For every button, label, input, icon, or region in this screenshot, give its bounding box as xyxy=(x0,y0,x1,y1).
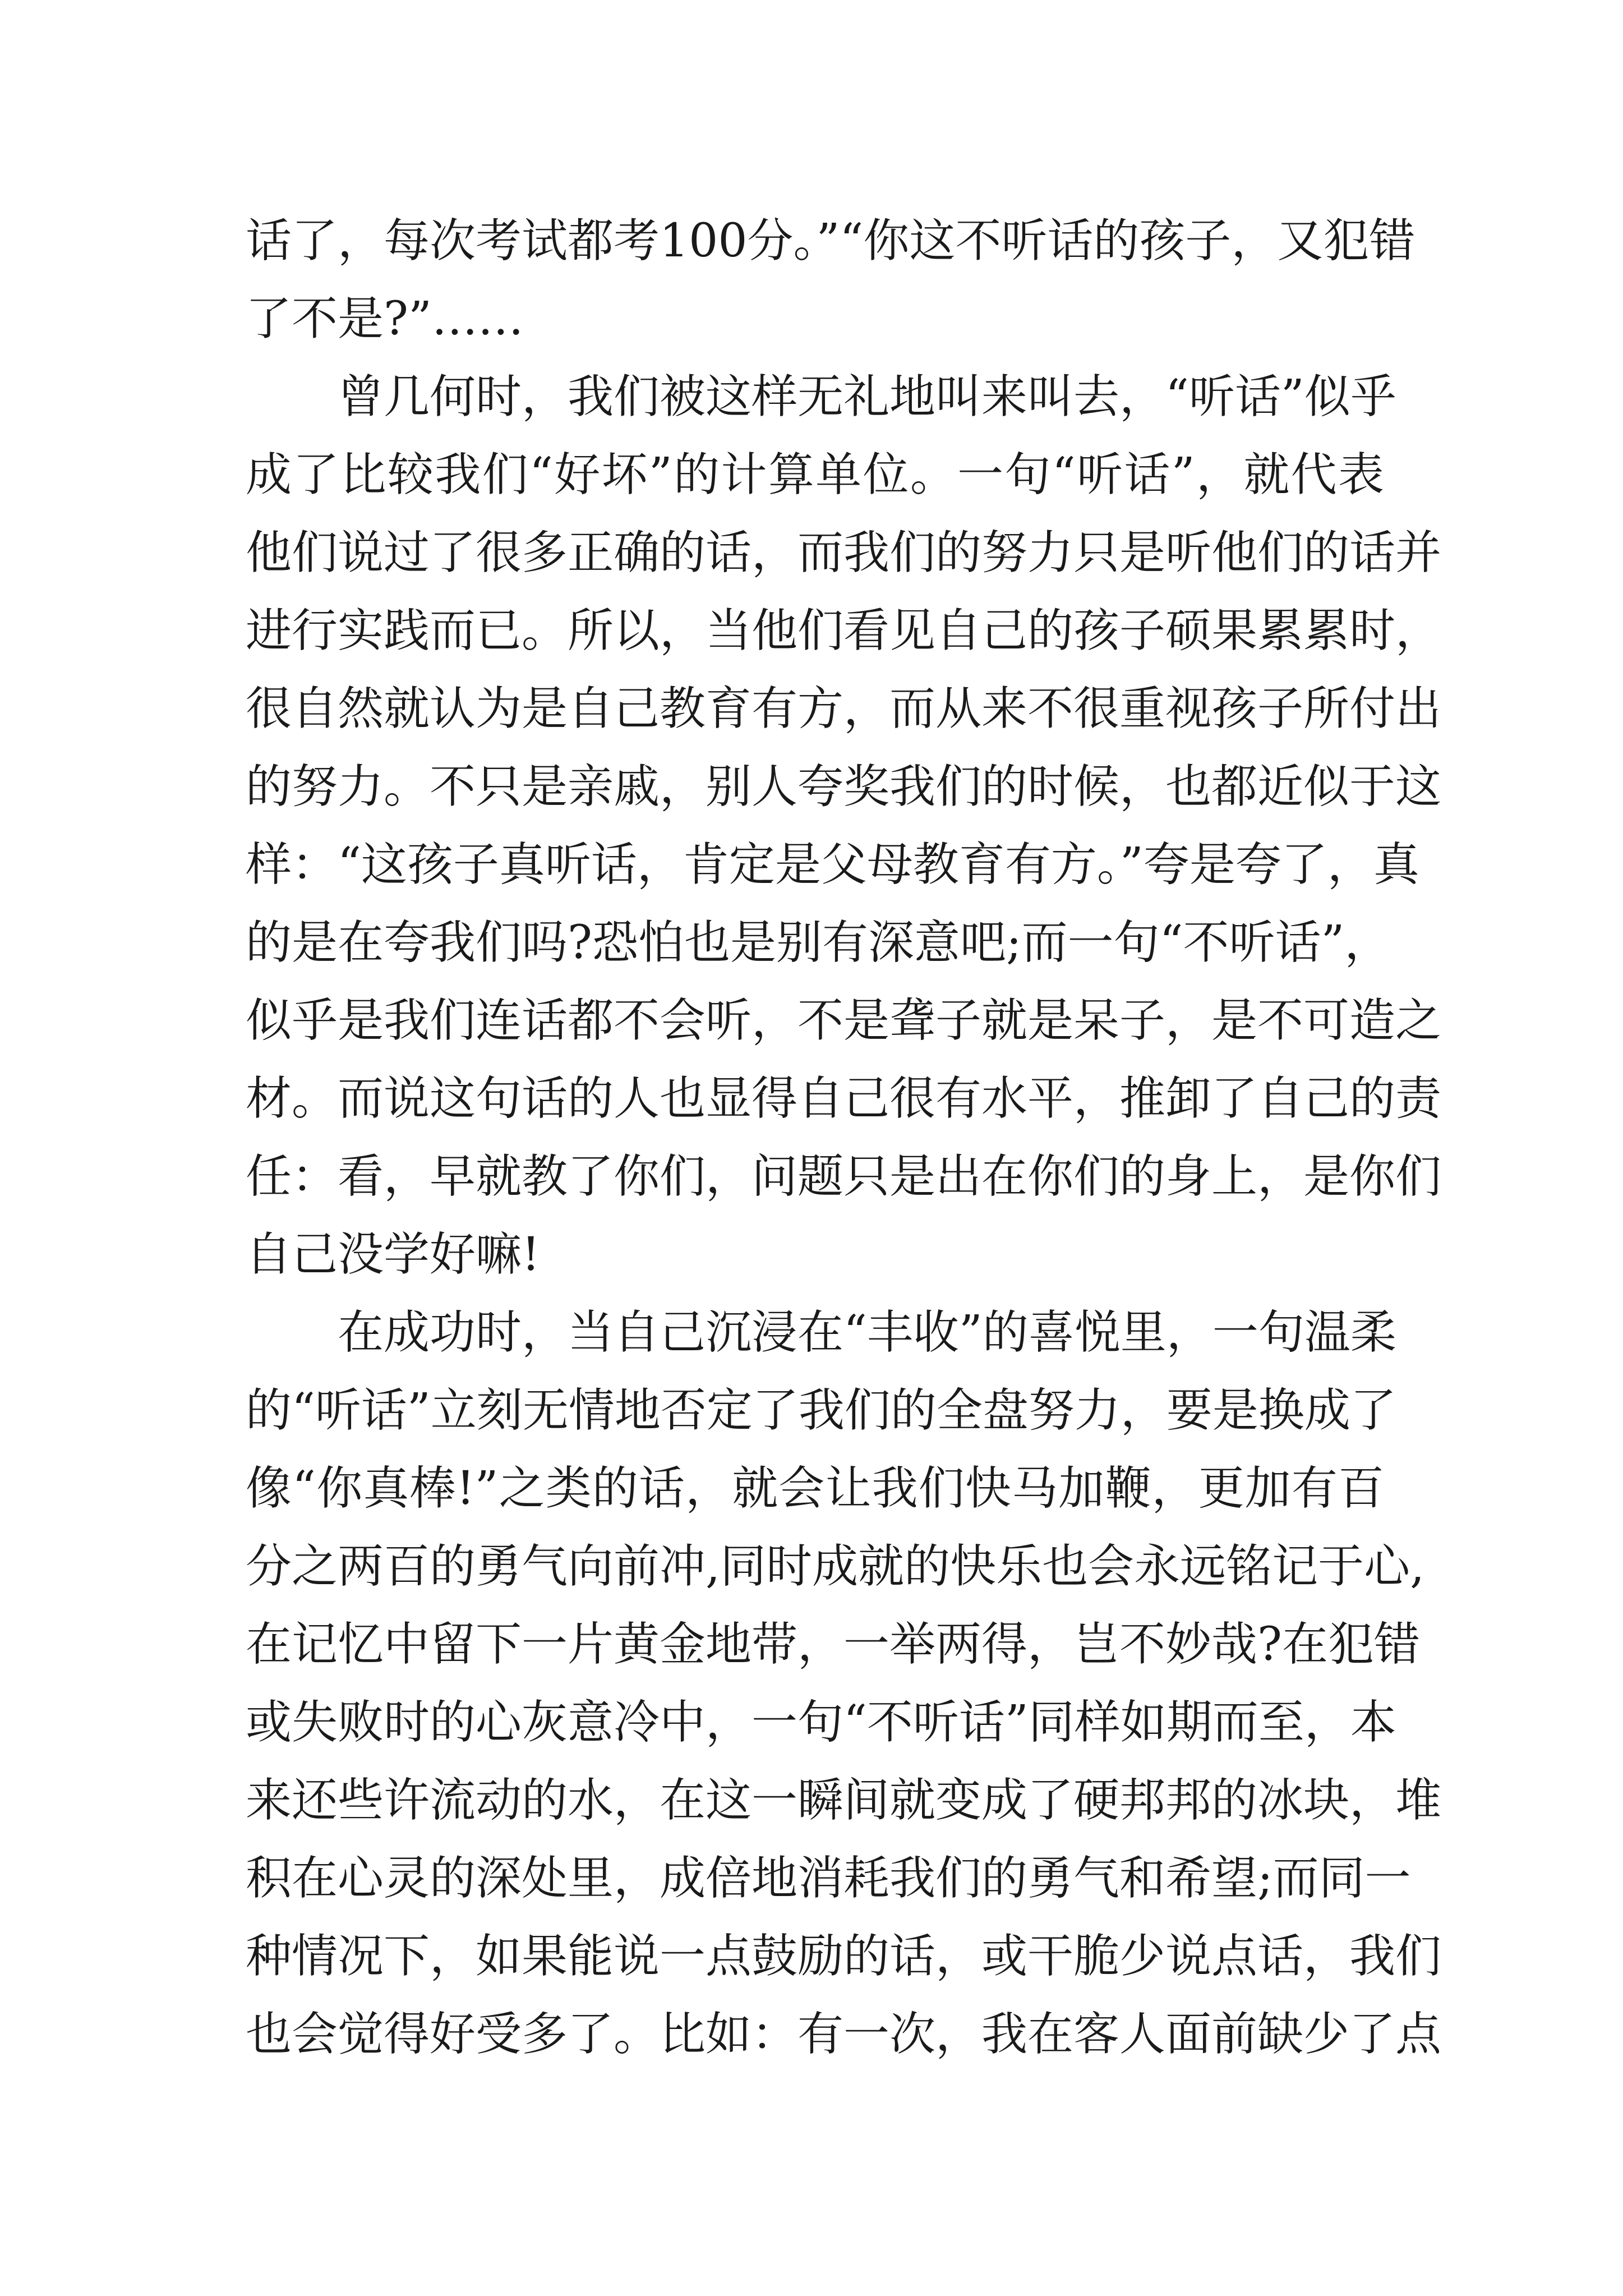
text-line: 材。而说这句话的人也显得自己很有水平，推卸了自己的责 xyxy=(246,1072,1442,1125)
text-line: 种情况下，如果能说一点鼓励的话，或干脆少说点话，我们 xyxy=(246,1930,1442,1983)
text-line: 话了，每次考试都考100分。”“你这不听话的孩子，又犯错 xyxy=(246,214,1415,268)
text-line: 像“你真棒!”之类的话，就会让我们快马加鞭，更加有百 xyxy=(246,1462,1384,1515)
text-line: 很自然就认为是自己教育有方，而从来不很重视孩子所付出 xyxy=(246,682,1442,735)
text-line: 来还些许流动的水，在这一瞬间就变成了硬邦邦的冰块，堆 xyxy=(246,1774,1442,1827)
text-line: 似乎是我们连话都不会听，不是聋子就是呆子，是不可造之 xyxy=(246,994,1442,1047)
text-line: 积在心灵的深处里，成倍地消耗我们的勇气和希望;而同一 xyxy=(246,1852,1411,1905)
text-line: 进行实践而已。所以，当他们看见自己的孩子硕果累累时， xyxy=(246,604,1442,657)
text-line: 或失败时的心灰意冷中，一句“不听话”同样如期而至，本 xyxy=(246,1696,1396,1749)
text-line: 自己没学好嘛! xyxy=(246,1228,540,1281)
text-line: 的努力。不只是亲戚，别人夸奖我们的时候，也都近似于这 xyxy=(246,760,1442,813)
text-line: 他们说过了很多正确的话，而我们的努力只是听他们的话并 xyxy=(246,526,1442,579)
body-text xyxy=(246,202,1442,2073)
text-line: 了不是?”…… xyxy=(246,292,524,346)
text-line: 也会觉得好受多了。比如：有一次，我在客人面前缺少了点 xyxy=(246,2008,1442,2061)
text-line: 的“听话”立刻无情地否定了我们的全盘努力，要是换成了 xyxy=(246,1384,1396,1437)
text-line: 任：看，早就教了你们，问题只是出在你们的身上，是你们 xyxy=(246,1150,1442,1203)
text-line: 分之两百的勇气向前冲,同时成就的快乐也会永远铭记于心, xyxy=(246,1540,1425,1593)
text-line: 样：“这孩子真听话，肯定是父母教育有方。”夸是夸了，真 xyxy=(246,838,1419,891)
text-line: 在记忆中留下一片黄金地带，一举两得，岂不妙哉?在犯错 xyxy=(246,1618,1420,1671)
text-line: 的是在夸我们吗?恐怕也是别有深意吧;而一句“不听话”， xyxy=(246,916,1391,969)
text-line: 成了比较我们“好坏”的计算单位。一句“听话”，就代表 xyxy=(246,448,1384,501)
text-line: 曾几何时，我们被这样无礼地叫来叫去，“听话”似乎 xyxy=(338,370,1396,424)
text-line: 在成功时，当自己沉浸在“丰收”的喜悦里，一句温柔 xyxy=(338,1306,1396,1359)
